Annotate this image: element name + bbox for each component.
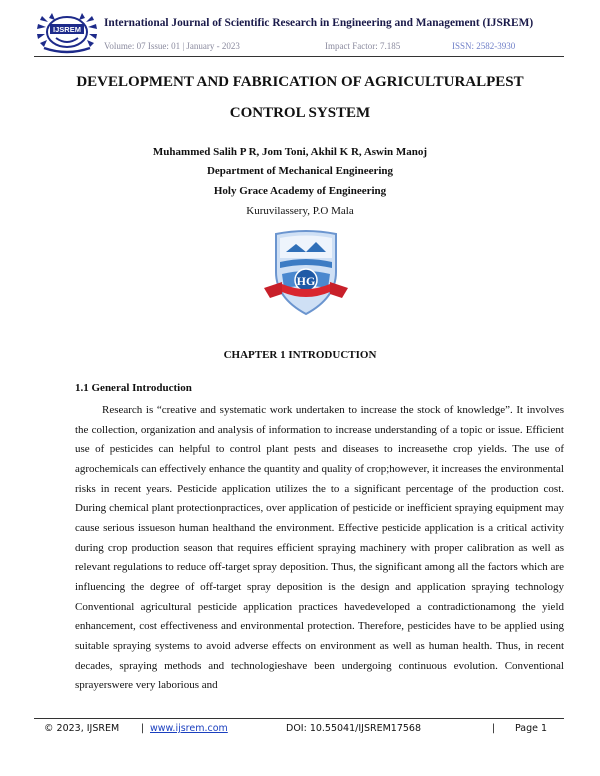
footer-separator: | xyxy=(141,723,145,734)
institution: Holy Grace Academy of Engineering xyxy=(213,185,387,197)
department: Department of Mechanical Engineering xyxy=(206,165,394,177)
chapter-heading: CHAPTER 1 INTRODUCTION xyxy=(223,349,377,361)
journal-logo xyxy=(34,10,100,54)
journal-title: International Journal of Scientific Research in Engineering and Management (IJSREM) xyxy=(104,17,534,29)
paper-title xyxy=(40,67,560,129)
college-emblem xyxy=(262,228,350,318)
footer-divider xyxy=(34,718,564,719)
header-divider xyxy=(34,56,564,57)
emblem-monogram: HG xyxy=(296,274,316,288)
footer-website[interactable] xyxy=(150,723,228,734)
paper-title-line2: CONTROL SYSTEM xyxy=(229,105,371,121)
footer-copyright: © 2023, IJSREM xyxy=(44,723,120,734)
issn: ISSN: 2582-3930 xyxy=(452,41,516,51)
footer-page: Page 1 xyxy=(515,723,548,734)
footer-doi: DOI: 10.55041/IJSREM17568 xyxy=(286,723,421,734)
paper-title-line1: DEVELOPMENT AND FABRICATION OF AGRICULTURALPEST xyxy=(76,74,524,90)
volume-issue: Volume: 07 Issue: 01 | January - 2023 xyxy=(104,41,240,51)
website-link[interactable]: www.ijsrem.com xyxy=(150,723,228,734)
authors: Muhammed Salih P R, Jom Toni, Akhil K R, Aswin Manoj xyxy=(152,146,428,158)
logo-text: IJSREM xyxy=(53,25,81,34)
section-heading: 1.1 General Introduction xyxy=(75,382,192,394)
location: Kuruvilassery, P.O Mala xyxy=(246,205,354,217)
footer-separator-2: | xyxy=(492,723,496,734)
impact-factor: Impact Factor: 7.185 xyxy=(325,41,401,51)
body-paragraph: Research is “creative and systematic work undertaken to increase the stock of knowledge”. It involves the collection, organization and analysis of information to increase understanding of a topic or issue. Efficient use of pesticides can helpful to control plant pests and diseases to increasethe crop yields. The use of agrochemicals can effectively enhance the quantity and quality of crop;however, it increases the environmental risks in recent years. Pesticide application utilizes the to a significant percentage of the production cost. During chemical plant protectionpractices, over application of pesticide or inefficient spraying equipment may cause serious issueson human healthand the environment. Effective pesticide application is a critical activity during crop production season that requires efficient spraying machinery with proper calibration as well as relevant regulations to reduce off-target spray deposition. Thus, the significant among all the factors which are influencing the degree of off-target spray deposition is the design and application spraying technology Conventional agricultural pesticide application practices havedeveloped a contradictionamong the yield enhancement, cost effectiveness and environmental protection. Therefore, pesticides have to be applied using suitable spraying systems to avoid adverse effects on environment as well as human health. Thus, in recent decades, spraying methods and technologieshave been undergoing continuous evolution. Conventional sprayerswere very laborious and xyxy=(75,404,564,692)
